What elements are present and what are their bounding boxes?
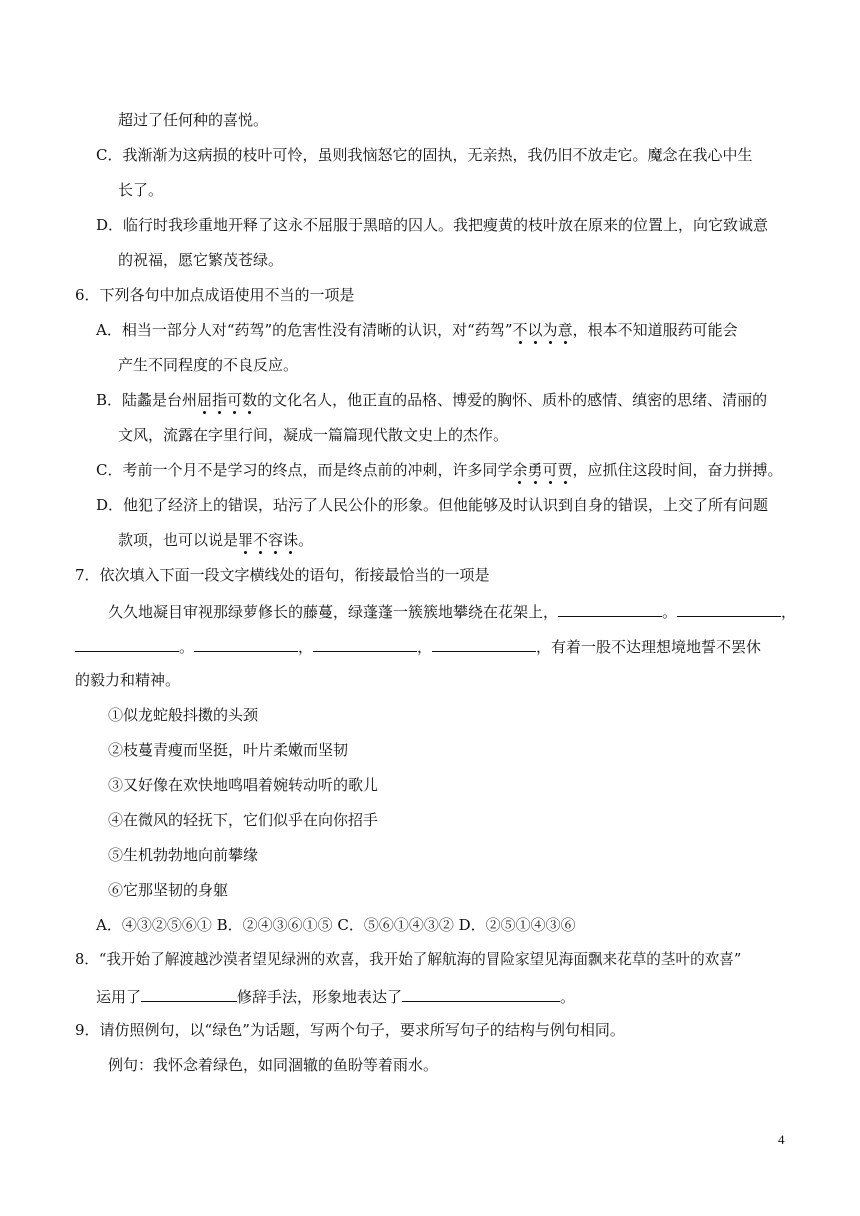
blank-line — [558, 600, 662, 617]
text-line: 的祝福，愿它繁茂苍绿。 — [118, 251, 284, 269]
q7-passage-line-2 — [75, 635, 761, 657]
q7-passage-line-1 — [108, 600, 796, 622]
dotted-char: 勇 — [527, 461, 543, 479]
text-span: A．相当一部分人对“药驾”的危害性没有清晰的认识，对“药驾” — [96, 321, 513, 339]
q6-option-b — [96, 390, 767, 410]
text-span: 运用了 — [96, 988, 142, 1006]
blank-line — [432, 635, 536, 652]
text-span: 。 — [662, 603, 678, 621]
text-span: 的文化名人，他正直的品格、博爱的胸怀、质朴的感情、缜密的思绪、清丽的 — [257, 391, 768, 409]
text-span: ， — [781, 603, 797, 621]
text-span: 久久地凝目审视那绿萝修长的藤蔓，绿蓬蓬一簇簇地攀绕在花架上， — [108, 603, 559, 621]
q6-option-a — [96, 320, 738, 340]
option-d-line: D．临行时我珍重地开释了这永不屈服于黑暗的囚人。我把瘦黄的枝叶放在原来的位置上，向它致诚意 — [96, 216, 769, 234]
text-line: 长了。 — [118, 181, 164, 199]
question-8-title: 8．“我开始了解渡越沙漠者望见绿洲的欢喜，我开始了解航海的冒险家望见海面飘来花草的茎叶的欢喜” — [75, 951, 742, 968]
text-span: C．考前一个月不是学习的终点，而是终点前的冲刺，许多同学 — [96, 461, 513, 479]
question-9-title: 9．请仿照例句，以“绿色”为话题，写两个句子，要求所写句子的结构与例句相同。 — [75, 1021, 625, 1039]
blank-line — [313, 635, 417, 652]
text-line: 的毅力和精神。 — [75, 671, 181, 689]
dotted-char: 不 — [512, 321, 528, 339]
text-span: 。 — [560, 988, 576, 1006]
dotted-char: 屈 — [197, 391, 213, 409]
q6-option-c — [96, 460, 783, 480]
blank-line — [402, 985, 560, 1002]
page-number: 4 — [778, 1132, 785, 1147]
dotted-char: 罪 — [238, 531, 254, 549]
text-span: ，有着一股不达理想境地誓不罢休 — [536, 638, 762, 656]
blank-line — [677, 600, 781, 617]
dotted-char: 贾 — [557, 461, 573, 479]
question-6-title: 6．下列各句中加点成语使用不当的一项是 — [75, 286, 355, 304]
blank-line — [194, 635, 298, 652]
text-line: 超过了任何种的喜悦。 — [118, 111, 269, 129]
q8-fill-line — [96, 985, 575, 1007]
blank-line — [141, 985, 237, 1002]
text-span: 。 — [298, 531, 314, 549]
text-line: 文风，流露在字里行间，凝成一篇篇现代散文史上的杰作。 — [118, 426, 509, 444]
choice-item: ④在微风的轻抚下，它们似乎在向你招手 — [108, 811, 379, 829]
dotted-char: 余 — [512, 461, 528, 479]
dotted-char: 可 — [542, 461, 558, 479]
q7-answer-options: A．④③②⑤⑥① B．②④③⑥①⑤ C．⑤⑥①④③② D．②⑤①④③⑥ — [96, 916, 576, 934]
dotted-char: 可 — [227, 391, 243, 409]
choice-item: ⑤生机勃勃地向前攀缘 — [108, 846, 259, 864]
q6-option-d: D．他犯了经济上的错误，玷污了人民公仆的形象。但他能够及时认识到自身的错误，上交了所有问题 — [96, 496, 769, 514]
dotted-char: 诛 — [283, 531, 299, 549]
dotted-char: 指 — [212, 391, 228, 409]
text-span: 修辞手法，形象地表达了 — [237, 988, 403, 1006]
text-span: ， — [298, 638, 314, 656]
choice-item: ⑥它那坚韧的身躯 — [108, 881, 229, 899]
choice-item: ③又好像在欢快地鸣唱着婉转动听的歌儿 — [108, 776, 379, 794]
dotted-char: 以 — [527, 321, 543, 339]
text-span: 。 — [179, 638, 195, 656]
dotted-char: 数 — [242, 391, 258, 409]
question-7-title: 7．依次填入下面一段文字横线处的语句，衔接最恰当的一项是 — [75, 566, 490, 584]
text-span: 款项，也可以说是 — [118, 531, 239, 549]
text-span: ，根本不知道服药可能会 — [572, 321, 738, 339]
text-span: ， — [417, 638, 433, 656]
text-span: ，应抓住这段时间，奋力拼搏。 — [572, 461, 783, 479]
dotted-char: 为 — [542, 321, 558, 339]
text-span: B．陆蠡是台州 — [96, 391, 198, 409]
option-c-line: C．我渐渐为这病损的枝叶可怜，虽则我恼怒它的固执，无亲热，我仍旧不放走它。魔念在我心中生 — [96, 146, 753, 164]
blank-line — [75, 635, 179, 652]
choice-item: ①似龙蛇般抖擞的头颈 — [108, 706, 259, 724]
text-line: 产生不同程度的不良反应。 — [118, 356, 299, 374]
example-sentence: 例句：我怀念着绿色，如同涸辙的鱼盼等着雨水。 — [108, 1056, 439, 1074]
q6-option-d-cont — [118, 530, 313, 550]
choice-item: ②枝蔓青瘦而坚挺，叶片柔嫩而坚韧 — [108, 741, 349, 759]
dotted-char: 不 — [253, 531, 269, 549]
dotted-char: 容 — [268, 531, 284, 549]
dotted-char: 意 — [557, 321, 573, 339]
